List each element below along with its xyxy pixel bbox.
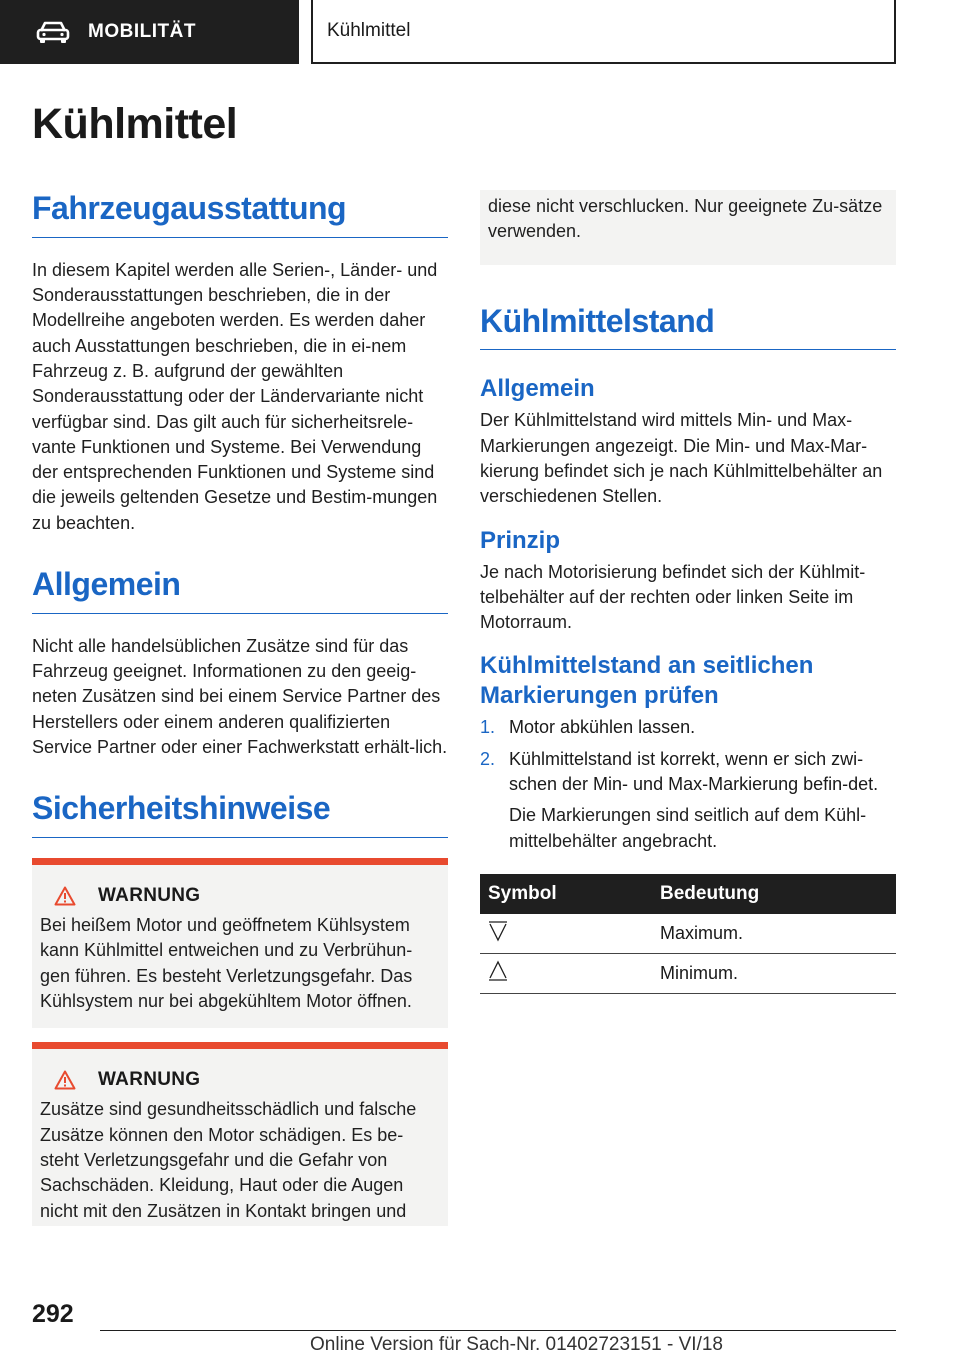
list-item [480, 747, 896, 798]
column-header-meaning: Bedeutung [652, 874, 896, 914]
coolant-level-heading: Kühlmittelstand [480, 303, 896, 351]
column-header-symbol: Symbol [480, 874, 652, 914]
chapter-tab [311, 0, 896, 64]
warning-box-2 [32, 1042, 448, 1226]
meaning-cell: Minimum. [652, 954, 896, 994]
general-heading: Allgemein [32, 566, 448, 614]
warning-box-1 [32, 858, 448, 1028]
symbol-table [480, 874, 896, 995]
step-number: 1. [480, 717, 496, 738]
step-list [480, 715, 896, 797]
page-title: Kühlmittel [32, 100, 238, 148]
min-marker-icon [488, 960, 508, 982]
step-text: Kühlmittelstand ist korrekt, wenn er sich zwi-schen der Min- und Max-Markierung befin-det. [509, 748, 879, 795]
max-marker-icon [488, 920, 508, 942]
list-item [480, 715, 896, 740]
warning-triangle-icon [54, 1070, 76, 1090]
section-label: MOBILITÄT [88, 21, 196, 42]
general-subheading: Allgemein [480, 375, 595, 403]
general-text: Nicht alle handelsüblichen Zusätze sind für das Fahrzeug geeignet. Informationen zu den geeig-neten Zusätzen sind bei einem Service Partner des Herstellers oder einem anderen qualifizierten Service Partner oder einer Fachwerkstatt erhält-lich. [32, 635, 448, 758]
warning-continuation-text: diese nicht verschlucken. Nur geeignete Zu-sätze verwenden. [488, 196, 883, 242]
meaning-cell: Maximum. [652, 914, 896, 954]
warning-title: WARNUNG [98, 885, 201, 907]
warning-triangle-icon [54, 886, 76, 906]
section-tab [0, 0, 299, 64]
step-text: Motor abkühlen lassen. [509, 717, 696, 738]
table-row [480, 914, 896, 954]
warning-text: Zusätze sind gesundheitsschädlich und falsche Zusätze können den Motor schädigen. Es be-steht Verletzungsgefahr und die Gefahr von Sachschäden. Kleidung, Haut oder die Augen nicht mit den Zusätzen in Kontakt bringen und [40, 1099, 417, 1221]
check-subheading: Kühlmittelstand an seitlichen Markierungen prüfen [480, 652, 814, 710]
footer-divider [100, 1330, 896, 1331]
warning-continuation [480, 190, 896, 265]
step-note: Die Markierungen sind seitlich auf dem Kühl-mittelbehälter angebracht. [509, 805, 867, 851]
principle-text: Je nach Motorisierung befindet sich der Kühlmit-telbehälter auf der rechten oder linken Seite im Motorraum. [480, 561, 866, 633]
general-text: Der Kühlmittelstand wird mittels Min- und Max-Markierungen angezeigt. Die Min- und Max-Mar-kierung befindet sich je nach Kühlmittelbehälter an verschiedenen Stellen. [480, 410, 883, 507]
table-row [480, 954, 896, 994]
chapter-label: Kühlmittel [327, 20, 411, 41]
equipment-text: In diesem Kapitel werden alle Serien-, Länder- und Sonderausstattungen beschrieben, die in der Modellreihe angeboten werden. Es werden daher auch Ausstattungen beschrieben, die in ei-nem Fahrzeug z. B. aufgrund der gewählten Sonderausstattung oder der Ländervariante nicht verfügbar sind. Das gilt auch für sicherheitsrele-vante Funktionen und Systeme. Bei Verwendung der entsprechenden Funktionen und Systeme sind die jeweils geltenden Gesetze und Bestim-mungen zu beachten. [32, 259, 438, 533]
right-column [480, 190, 896, 994]
car-icon [36, 20, 70, 44]
warning-text: Bei heißem Motor und geöffnetem Kühlsystem kann Kühlmittel entweichen und zu Verbrühun-gen führen. Es besteht Verletzungsgefahr. Das Kühlsystem nur bei abgekühltem Motor öffnen. [40, 915, 413, 1012]
equipment-heading: Fahrzeugausstattung [32, 190, 448, 238]
page-number: 292 [32, 1300, 74, 1328]
left-column [32, 190, 448, 1226]
safety-heading: Sicherheitshinweise [32, 790, 448, 838]
warning-title: WARNUNG [98, 1069, 201, 1091]
principle-subheading: Prinzip [480, 526, 561, 554]
footer-text: Online Version für Sach-Nr. 01402723151 - VI/18 [310, 1334, 723, 1355]
step-number: 2. [480, 748, 496, 769]
table-header-row [480, 874, 896, 914]
